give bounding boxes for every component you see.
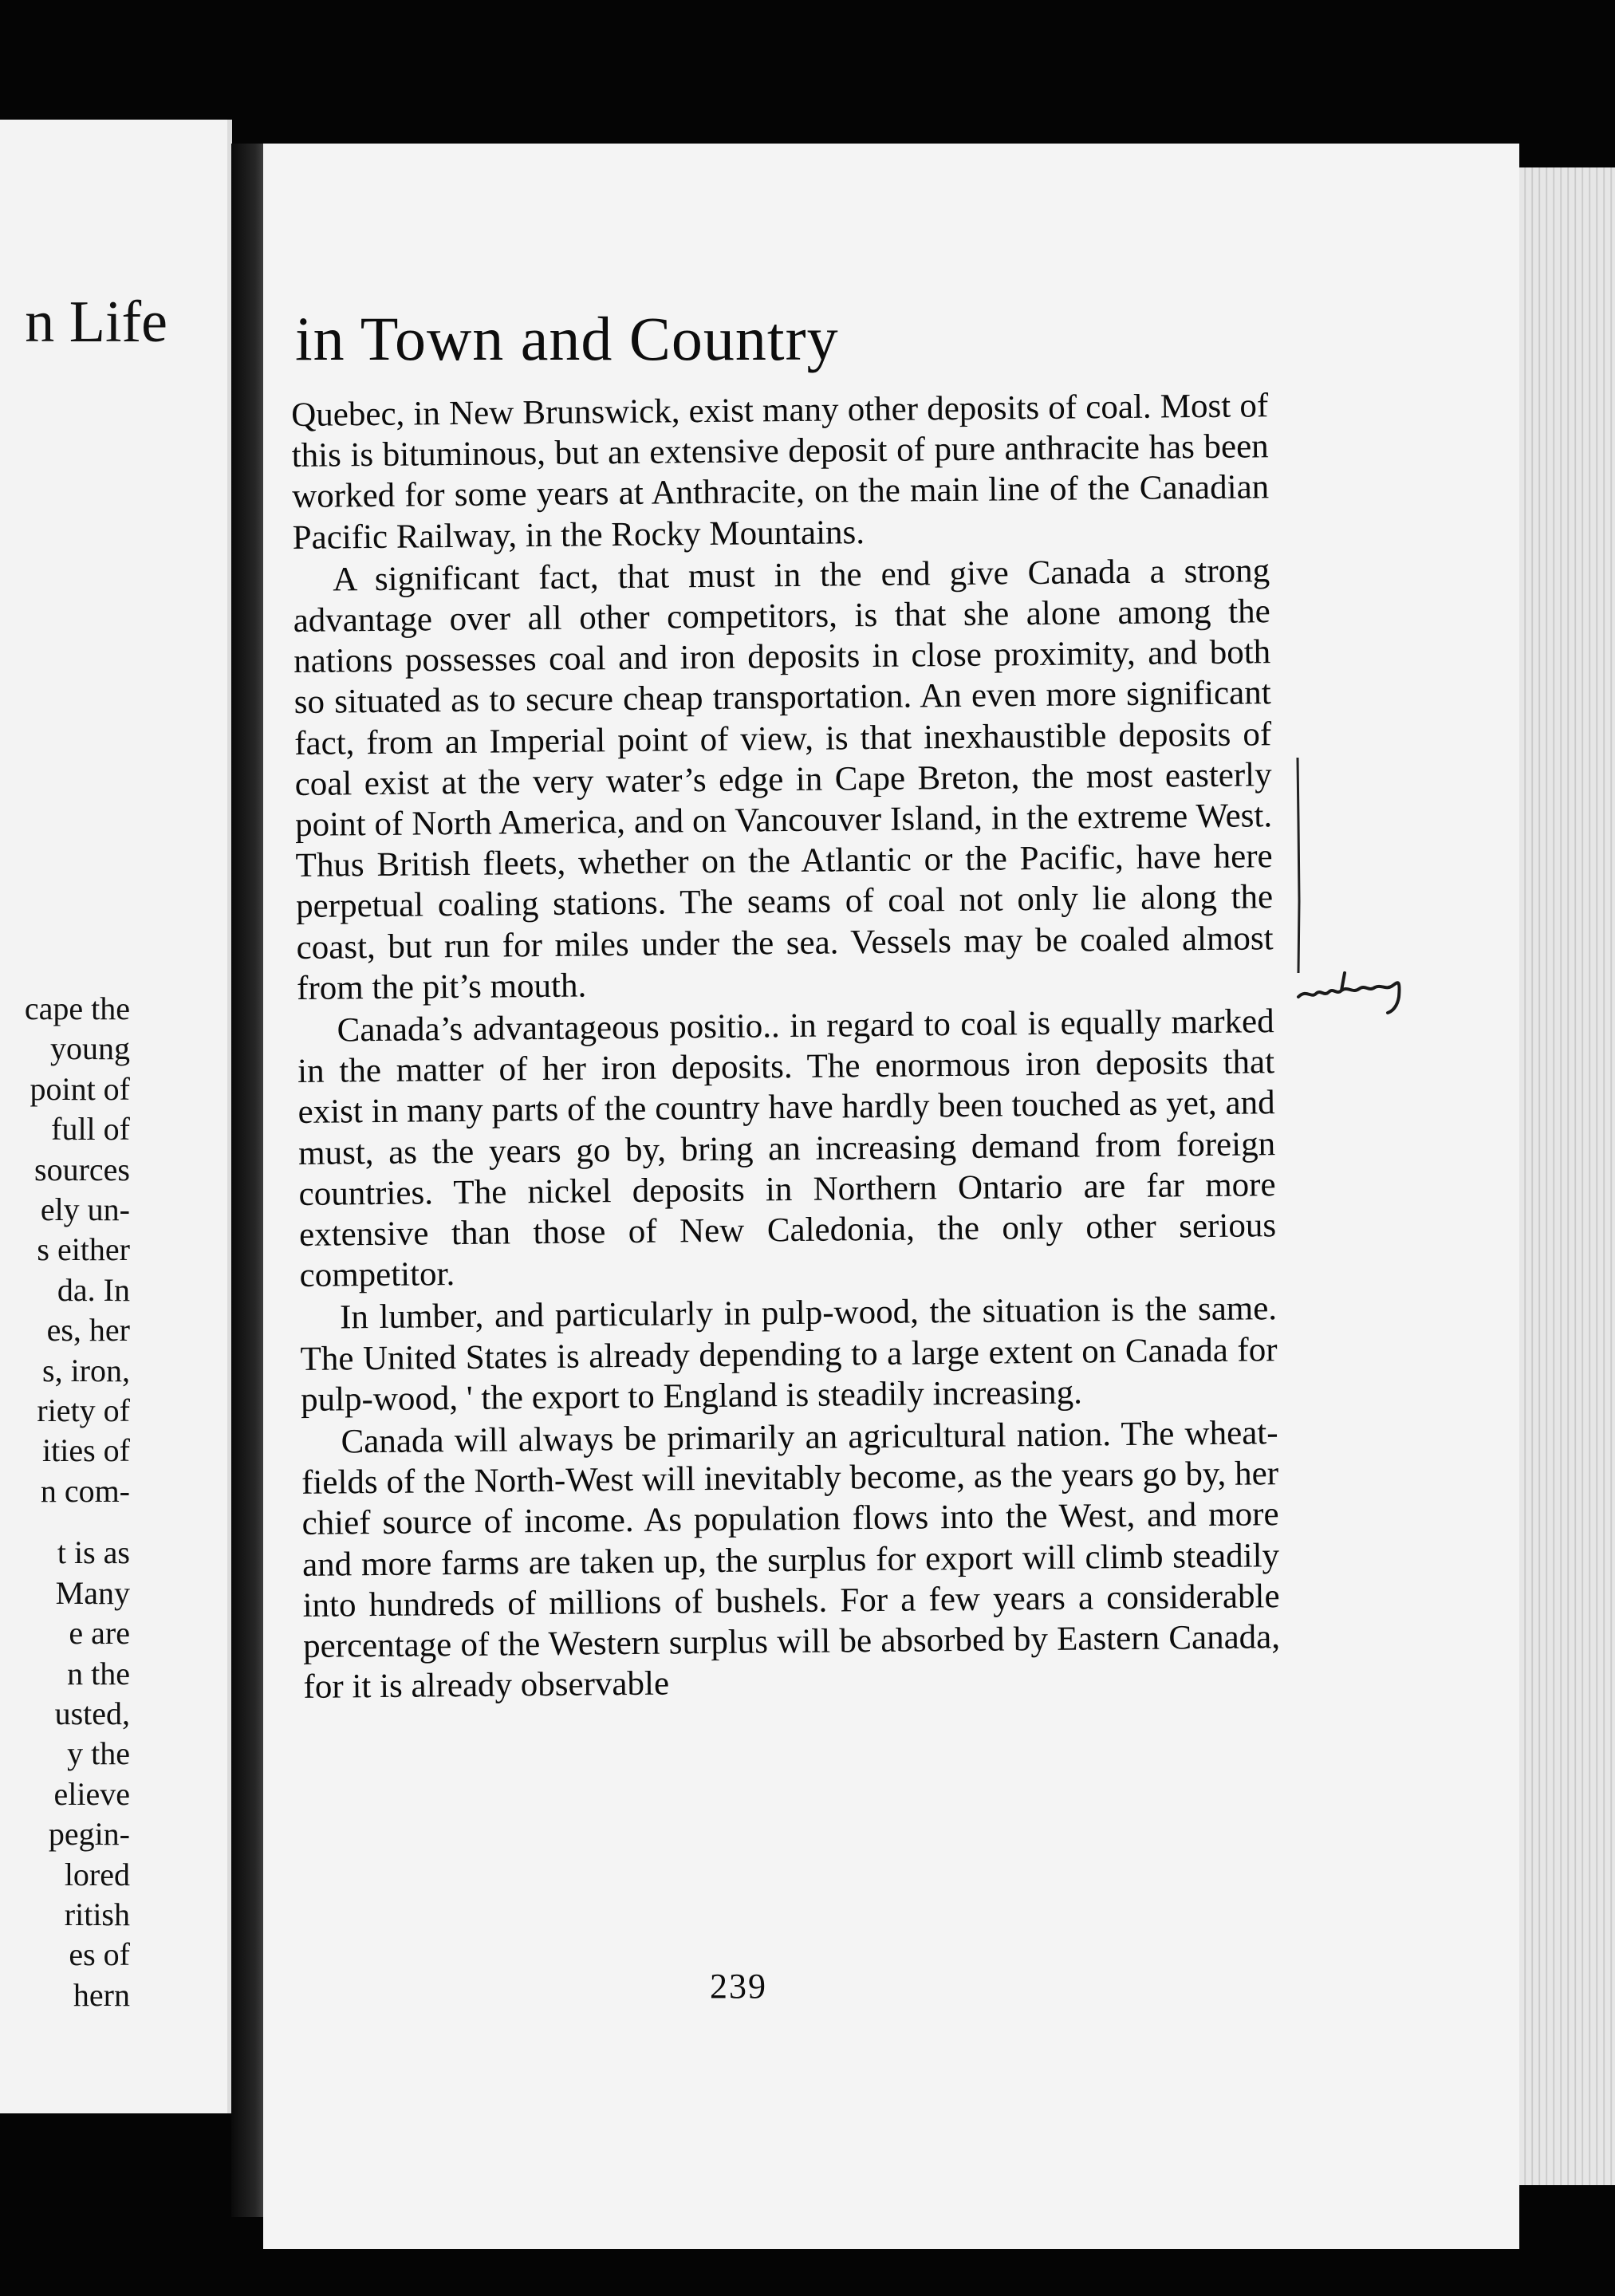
left-line: full of (51, 1111, 130, 1148)
left-line: n the (67, 1655, 130, 1691)
left-line: riety of (37, 1392, 130, 1429)
paragraph: A significant fact, that must in the end give Canada a strong advantage over all other competitors, is that she alone among the nations possesses coal and iron deposits in close proximity, and both so situated as to secure cheap transportation. An even more significant fact, from an Imperial point of view, is that inexhaustible deposits of coal exist at the very water’s edge in Cape Breton, the most easterly point of North America, and on Vancouver Island, in the extreme West. Thus British fleets, whether on the Atlantic or the Pacific, have here perpetual coaling stations. The seams of coal not only lie along the coast, but run for miles under the sea. Vessels may be coaled almost from the pit’s mouth. (293, 552, 1274, 1007)
margin-mark-icon (1296, 758, 1301, 973)
left-line: pegin- (48, 1816, 130, 1853)
right-page (263, 144, 1519, 2249)
left-line: young (50, 1030, 130, 1067)
left-line: elieve (53, 1775, 130, 1812)
running-head: in Town and Country (295, 304, 839, 373)
left-line: Many (55, 1574, 130, 1611)
paragraph: Quebec, in New Brunswick, exist many other deposits of coal. Most of this is bituminous, but an extensive deposit of pure anthracite has been worked for some years at Anthracite, on the main line of the Canadian Pacific Railway, in the Rocky Mountains. (291, 387, 1270, 557)
left-facing-page (0, 120, 232, 2113)
body-text (291, 385, 1281, 1709)
left-line: lored (64, 1856, 130, 1892)
left-line: e are (69, 1615, 130, 1652)
left-line: ities of (42, 1432, 130, 1469)
left-line: n com- (40, 1472, 130, 1509)
page-number: 239 (710, 1967, 767, 2006)
left-line: es of (69, 1936, 130, 1973)
left-line: usted, (54, 1695, 130, 1731)
left-page-text (0, 989, 130, 2015)
left-line: s either (37, 1231, 130, 1268)
left-line: point of (30, 1070, 130, 1107)
left-line: y the (67, 1735, 130, 1772)
left-line: hern (73, 1976, 130, 2013)
handwritten-annotation-icon (1292, 957, 1444, 1021)
left-line: da. In (57, 1271, 130, 1308)
left-line: s, iron, (42, 1352, 130, 1388)
left-line: sources (34, 1151, 130, 1187)
paragraph: Canada’s advantageous positio.. in regard to coal is equally marked in the matter of her iron deposits. The enormous iron deposits that exist in many parts of the country have hardly been touched as yet, and must, as the years go by, bring an increasing demand from foreign countries. The nickel deposits in Northern Ontario are far more extensive than those of New Caledonia, the only other serious competitor. (297, 1002, 1277, 1295)
paragraph: In lumber, and particularly in pulp-wood, the situation is the same. The United States is already depending to a large extent on Canada for pulp-wood, ' the export to England is steadily increasing. (300, 1290, 1278, 1419)
left-line: t is as (57, 1534, 130, 1571)
page-edges (1519, 167, 1615, 2185)
paragraph: Canada will always be primarily an agricultural nation. The wheat-fields of the North-West will inevitably become, as the years go by, her chief source of income. As population flows into the West, and more and more farms are taken up, the surplus for export will climb steadily into hundreds of millions of bushels. For a few years a considerable percentage of the Western surplus will be absorbed by Eastern Canada, for it is already observable (301, 1414, 1281, 1707)
left-line: ely un- (40, 1191, 130, 1228)
left-line: es, her (46, 1312, 130, 1349)
left-running-head: n Life (25, 289, 167, 355)
left-line: ritish (64, 1896, 130, 1932)
left-line: cape the (24, 990, 130, 1026)
